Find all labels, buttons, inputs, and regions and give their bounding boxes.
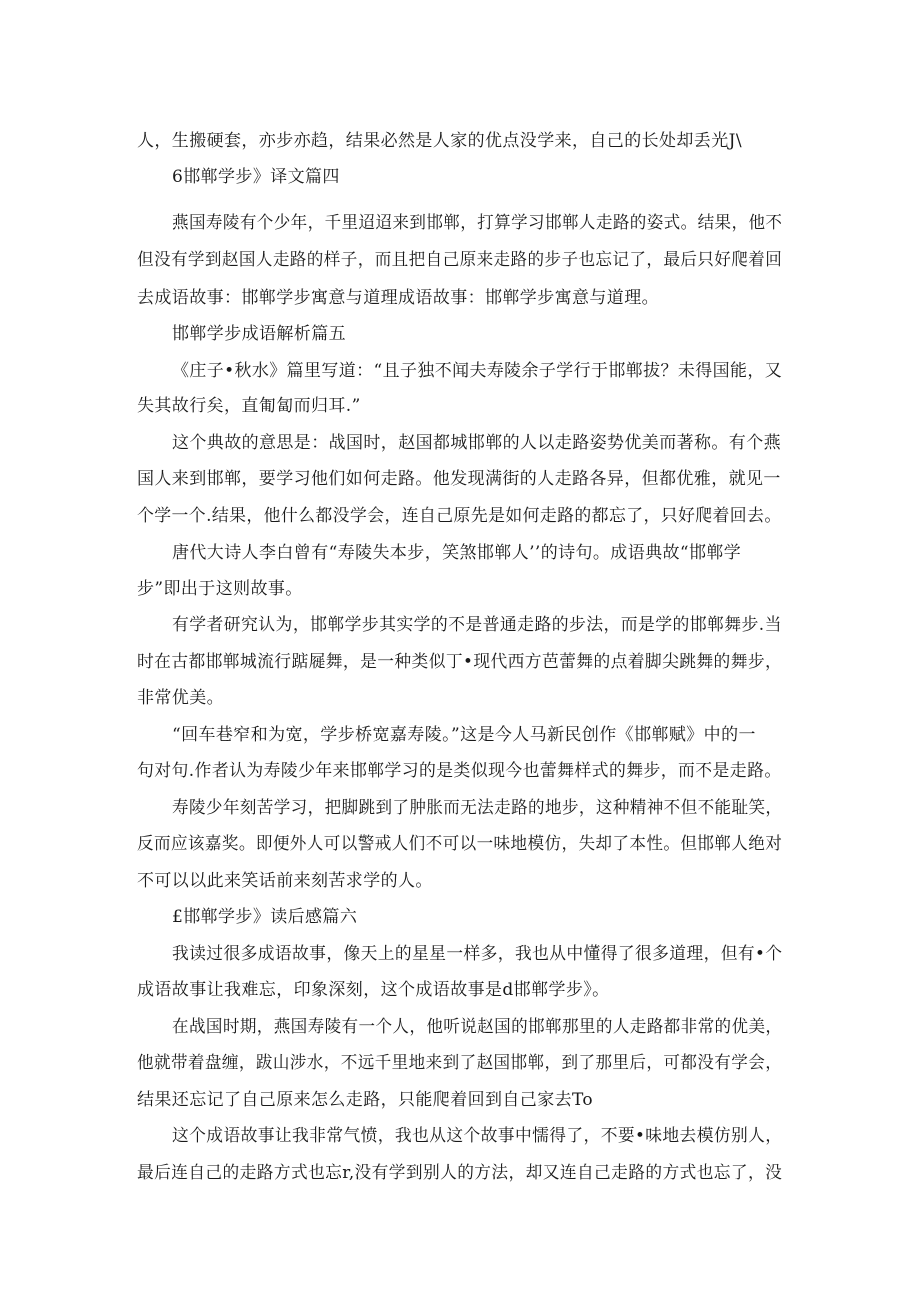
paragraph-line: “回车巷窄和为宽，学步桥宽嘉寿陵。”这是今人马新民创作《邯郸赋》中的一 — [172, 725, 756, 745]
paragraph-line: 我读过很多成语故事，像天上的星星一样多，我也从中懂得了很多道理，但有•个 — [172, 944, 783, 964]
paragraph-line: 他就带着盘缠，跋山涉水，不远千里地来到了赵国邯郸，到了那里后，可都没有学会， — [137, 1053, 783, 1073]
paragraph-line: 有学者研究认为，邯郸学步其实学的不是普通走路的步法，而是学的邯郸舞步.当 — [172, 615, 782, 635]
paragraph-line: 去成语故事：邯郸学步寓意与道理成语故事：邯郸学步寓意与道理。 — [137, 288, 659, 308]
paragraph-line: 但没有学到赵国人走路的样子，而且把自己原来走路的步子也忘记了，最后只好爬着回 — [137, 250, 783, 270]
paragraph-line: 燕国寿陵有个少年，千里迢迢来到邯郸，打算学习邯郸人走路的姿式。结果，他不 — [172, 213, 783, 233]
paragraph-line: 非常优美。 — [137, 688, 224, 708]
paragraph-line: 这个典故的意思是：战国时，赵国都城邯郸的人以走路姿势优美而著称。有个燕 — [172, 433, 781, 453]
paragraph-line: 步”即出于这则故事。 — [137, 579, 303, 599]
paragraph-line: 句对句.作者认为寿陵少年来邯郸学习的是类似现今也蕾舞样式的舞步，而不是走路。 — [137, 761, 782, 781]
paragraph-line: 最后连自己的走路方式也忘r,没有学到别人的方法，却又连自己走路的方式也忘了，没 — [137, 1163, 783, 1183]
paragraph-line: 不可以以此来笑话前来刻苦求学的人。 — [137, 871, 433, 891]
paragraph-line: 国人来到邯郸，要学习他们如何走路。他发现满街的人走路各异，但都优雅，就见一 — [137, 469, 781, 489]
section-heading: 邯郸学步成语解析篇五 — [172, 324, 346, 344]
paragraph-line: 个学一个.结果，他什么都没学会，连自己原先是如何走路的都忘了，只好爬着回去。 — [137, 506, 782, 526]
paragraph-line: 人，生搬硬套，亦步亦趋，结果必然是人家的优点没学来，自己的长处却丢光J\ — [137, 131, 742, 151]
paragraph-line: 成语故事让我难忘，印象深刻，这个成语故事是d邯郸学步》。 — [137, 980, 610, 1000]
paragraph-line: 唐代大诗人李白曾有“寿陵失本步，笑煞邯郸人’’的诗句。成语典故“邯郸学 — [172, 543, 742, 563]
paragraph-line: 在战国时期，燕国寿陵有一个人，他听说赵国的邯郸那里的人走路都非常的优美， — [172, 1017, 783, 1037]
section-heading: 6邯郸学步》译文篇四 — [172, 167, 340, 187]
paragraph-line: 反而应该嘉奖。即便外人可以警戒人们不可以一味地模仿，失却了本性。但邯郸人绝对 — [137, 834, 783, 854]
paragraph-line: 《庄子•秋水》篇里写道：“且子独不闻夫寿陵余子学行于邯郸拔？未得国能，又 — [172, 361, 783, 381]
paragraph-line: 失其故行矣，直匍匐而归耳.” — [137, 396, 361, 416]
paragraph-line: 结果还忘记了自己原来怎么走路，只能爬着回到自己家去To — [137, 1090, 594, 1110]
section-heading: £邯郸学步》读后感篇六 — [172, 907, 358, 927]
paragraph-line: 这个成语故事让我非常气愤，我也从这个故事中懦得了，不要•味地去模仿别人， — [172, 1126, 783, 1146]
paragraph-line: 时在古都邯郸城流行踮屣舞，是一种类似丁•现代西方芭蕾舞的点着脚尖跳舞的舞步， — [137, 652, 783, 672]
paragraph-line: 寿陵少年刻苦学习，把脚跳到了肿胀而无法走路的地步，这种精神不但不能耻笑， — [172, 798, 783, 818]
